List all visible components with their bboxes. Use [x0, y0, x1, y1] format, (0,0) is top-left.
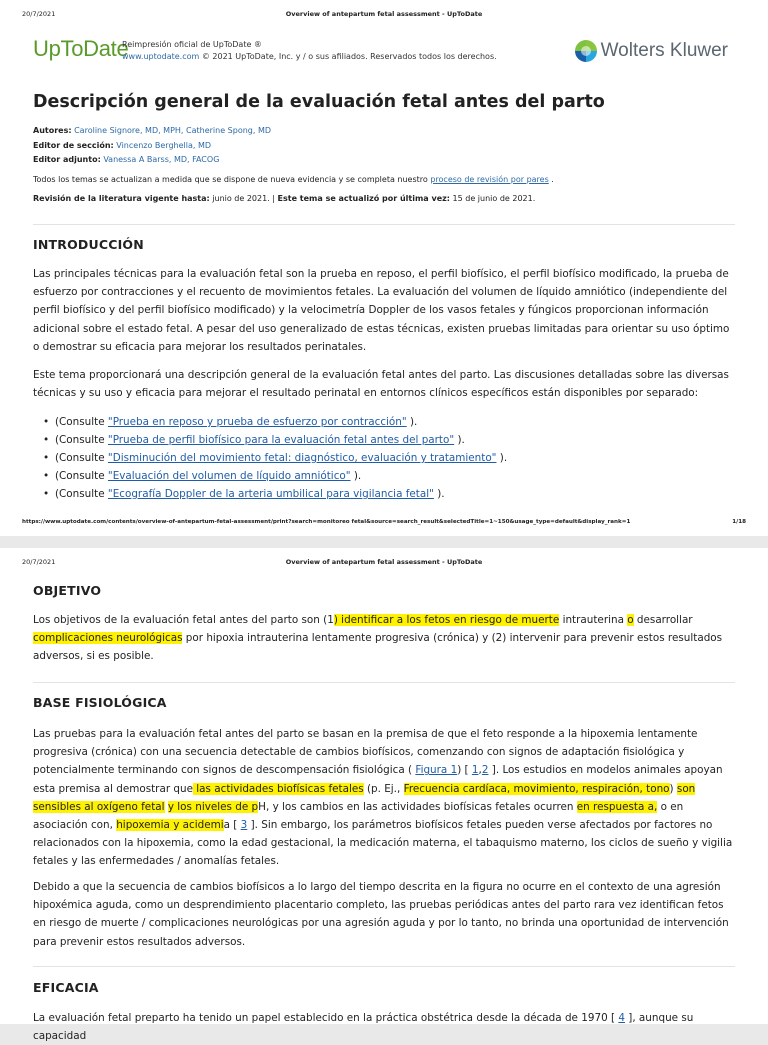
- copyright-text: © 2021 UpToDate, Inc. y / o sus afiliados. Reservados todos los derechos.: [199, 52, 497, 61]
- print-date: 20/7/2021: [22, 558, 56, 566]
- ref-prefix: (Consulte: [55, 488, 108, 500]
- globe-icon: [575, 40, 597, 62]
- text: ]. Los estudios en modelos animales apoyan esta premisa al demostrar que: [33, 764, 723, 795]
- list-item: [33, 413, 507, 431]
- base-paragraph-2: [33, 878, 733, 951]
- section-editor-link[interactable]: Vincenzo Berghella, MD: [116, 140, 212, 150]
- intro-paragraph-2: [33, 366, 733, 402]
- uptodate-link[interactable]: www.uptodate.com: [122, 52, 200, 61]
- review-label: Revisión de la literatura vigente hasta:: [33, 194, 210, 203]
- text: ): [669, 782, 677, 795]
- related-topics-list: [33, 413, 507, 503]
- highlight: o: [627, 614, 634, 626]
- authors-link[interactable]: Caroline Signore, MD, MPH, Catherine Spong, MD: [74, 126, 272, 135]
- article-title: Descripción general de la evaluación fetal antes del parto: [33, 92, 605, 112]
- highlight: son sensibles al oxígeno fetal: [33, 782, 696, 813]
- deputy-editor-label: Editor adjunto:: [33, 155, 101, 164]
- ref-prefix: (Consulte: [55, 416, 108, 428]
- print-title: Overview of antepartum fetal assessment - UpToDate: [285, 10, 483, 18]
- deputy-editor-link[interactable]: Vanessa A Barss, MD, FACOG: [103, 155, 220, 164]
- print-header: [22, 10, 746, 22]
- page-number: 1/18: [732, 519, 746, 525]
- highlight: ) identificar a los fetos en riesgo de muerte: [333, 614, 560, 626]
- intro-text-1: Las principales técnicas para la evaluación fetal son la prueba en reposo, el perfil biofísico, el perfil biofísico modificado, la prueba de esfuerzo por contracciones y el recuento de movimientos fetales. La evaluación del volumen de líquido amniótico (independiente del perfil biofísico y del perfil biofísico modificado) y la velocimetría Doppler de los vasos fetales y fúngicos proporcionan información adicional sobre el estado fetal. A pesar del uso generalizado de estas técnicas, existen pruebas limitadas para orientar su uso óptimo o demostrar su eficacia para mejorar los resultados perinatales.: [33, 268, 730, 353]
- highlight: en respuesta a,: [576, 800, 658, 813]
- list-item: [33, 485, 507, 503]
- page-url: https://www.uptodate.com/contents/overview-of-antepartum-fetal-assessment/print?search=monitoreo fetal&source=search_result&selectedTitle=1~150&usage_type=default&display_rank=1: [22, 519, 631, 525]
- text: Los objetivos de la evaluación fetal antes del parto son (1: [33, 614, 334, 626]
- reprint-notice: [122, 39, 542, 63]
- highlight: las actividades biofísicas fetales: [192, 782, 364, 795]
- topic-link[interactable]: "Prueba en reposo y prueba de esfuerzo por contracción": [107, 416, 407, 428]
- topic-link[interactable]: "Prueba de perfil biofísico para la evaluación fetal antes del parto": [107, 434, 455, 446]
- wolters-kluwer-logo: [575, 38, 728, 64]
- ref-prefix: (Consulte: [55, 470, 108, 482]
- base-heading: BASE FISIOLÓGICA: [33, 695, 167, 710]
- intro-paragraph-1: [33, 265, 733, 356]
- text: La evaluación fetal preparto ha tenido un papel establecido en la práctica obstétrica desde la década de 1970 [: [33, 1012, 619, 1024]
- text: ], aunque su capacidad: [33, 1012, 694, 1043]
- divider: [33, 224, 735, 225]
- article-meta: [33, 124, 733, 207]
- highlight: Frecuencia cardíaca, movimiento, respiración, tono: [403, 782, 670, 795]
- ref-suffix: ).: [454, 434, 465, 446]
- base-text-2: Debido a que la secuencia de cambios biofísicos a lo largo del tiempo descrita en la figura no ocurre en el contexto de una agresión hipoxémica aguda, como un desprendimiento placentario completo, las pruebas periódicas antes del parto rara vez identifican fetos en riesgo de muerte / complicaciones neurológicas por una agresión aguda y por lo tanto, no brinda una oportunidad de intervención para prevenir estos resultados adversos.: [33, 881, 729, 948]
- reference-link[interactable]: 3: [240, 819, 248, 832]
- reprint-line: Reimpresión oficial de UpToDate ®: [122, 40, 262, 49]
- page-2: [0, 548, 768, 1043]
- divider: [33, 682, 735, 683]
- reference-link[interactable]: 2: [481, 764, 489, 777]
- uptodate-logo-text: UpToDate: [33, 36, 129, 61]
- ref-suffix: ).: [433, 488, 445, 500]
- ref-suffix: ).: [350, 470, 362, 482]
- reference-link[interactable]: 4: [618, 1012, 625, 1024]
- intro-text-2: Este tema proporcionará una descripción general de la evaluación fetal antes del parto. Las discusiones detalladas sobre las diversas técnicas y su uso y eficacia para mejorar el resultado perinatal en entornos clínicos específicos están disponibles por separado:: [33, 369, 729, 400]
- text: a [: [223, 819, 241, 832]
- updated-label: Este tema se actualizó por última vez:: [277, 194, 450, 203]
- print-header: [22, 558, 746, 570]
- print-date: 20/7/2021: [22, 10, 56, 18]
- ref-suffix: ).: [406, 416, 418, 428]
- text: H, y los cambios en las actividades biofísicas fetales ocurren: [258, 800, 577, 813]
- update-note-end: .: [548, 174, 554, 184]
- updated-date: 15 de junio de 2021.: [450, 194, 536, 203]
- eficacia-heading: EFICACIA: [33, 980, 99, 995]
- text: intrauterina: [559, 614, 628, 626]
- topic-link[interactable]: "Evaluación del volumen de líquido amniótico": [107, 470, 351, 482]
- eficacia-paragraph: [33, 1009, 733, 1045]
- authors-label: Autores:: [33, 126, 72, 135]
- list-item: [33, 467, 507, 485]
- text: Las pruebas para la evaluación fetal antes del parto se basan en la premisa de que el feto responde a la hipoxemia lentamente progresiva (crónica) con una secuencia detectable de cambios biofísicos, comenzando con signos de adaptación fisiológica y potencialmente terminando con signos de descompensación fisiológica (: [33, 728, 698, 777]
- print-title: Overview of antepartum fetal assessment - UpToDate: [285, 558, 483, 566]
- publisher-name: Wolters Kluwer: [600, 40, 728, 61]
- ref-prefix: (Consulte: [55, 452, 108, 464]
- list-item: [33, 449, 507, 467]
- review-date: junio de 2021. |: [209, 194, 278, 203]
- update-note: Todos los temas se actualizan a medida que se dispone de nueva evidencia y se completa nuestro: [33, 174, 431, 184]
- topic-link[interactable]: "Ecografía Doppler de la arteria umbilical para vigilancia fetal": [107, 488, 434, 500]
- section-editor-label: Editor de sección:: [33, 140, 114, 150]
- text: (p. Ej.,: [363, 782, 404, 795]
- list-item: [33, 431, 507, 449]
- figure-link[interactable]: Figura 1: [415, 764, 458, 777]
- peer-review-link[interactable]: proceso de revisión por pares: [430, 174, 549, 184]
- highlight: y los niveles de p: [167, 800, 259, 813]
- text: desarrollar: [633, 614, 693, 626]
- text: o en asociación con,: [33, 800, 684, 832]
- reference-link[interactable]: 1: [471, 764, 479, 777]
- text: ]. Sin embargo, los parámetros biofísicos fetales pueden verse afectados por factores no relacionados con la hipoxemia, como la edad gestacional, la medicación materna, el tabaquismo materno, los ciclos de sueño y vigilia fetales y las enfermedades / anomalías fetales.: [33, 819, 733, 868]
- highlight: hipoxemia y acidemi: [116, 819, 224, 832]
- ref-prefix: (Consulte: [55, 434, 108, 446]
- objetivo-paragraph: [33, 611, 733, 666]
- base-paragraph-1: [33, 725, 733, 871]
- highlight: complicaciones neurológicas: [33, 632, 183, 645]
- divider: [33, 966, 735, 967]
- topic-link[interactable]: "Disminución del movimiento fetal: diagnóstico, evaluación y tratamiento": [107, 452, 497, 464]
- text: por hipoxia intrauterina lentamente progresiva (crónica) y (2) intervenir para prevenir estos resultados adversos, si es posible.: [33, 632, 723, 663]
- objetivo-heading: OBJETIVO: [33, 583, 102, 598]
- ref-suffix: ).: [496, 452, 508, 464]
- intro-heading: INTRODUCCIÓN: [33, 237, 144, 252]
- text: ,: [478, 764, 482, 777]
- text: ) [: [457, 764, 472, 777]
